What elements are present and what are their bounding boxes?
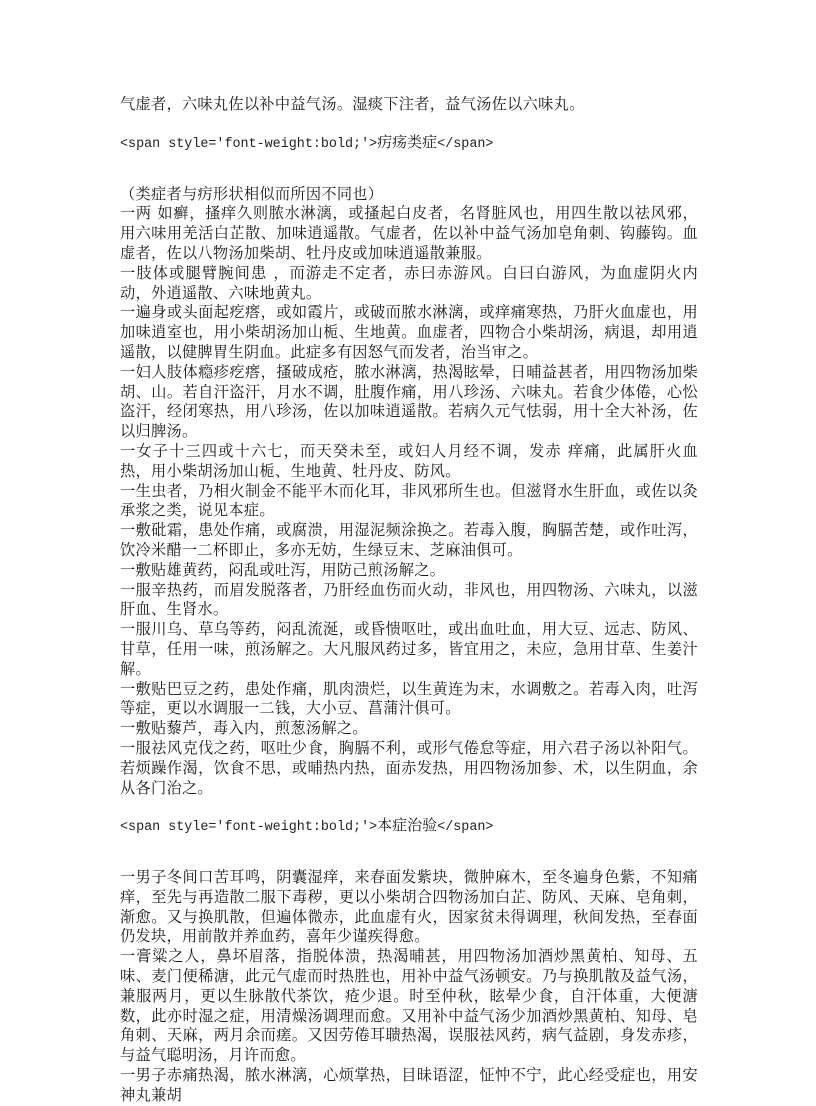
markup-close-tag: </span> — [437, 820, 494, 836]
paragraph: 一男子冬间口苦耳鸣，阴囊湿痒，来春面发紫块，微肿麻木，至冬遍身色紫，不知痛痒，至先与再造散二服下毒秽，更以小柴胡合四物汤加白芷、防风、天麻、皂角刺，渐愈。又与换肌散，但遍体微赤，此血虚有火，因家贫未得调理，秋间发热，至春面仍发块，用前散并养血药，喜年少谨疾得愈。 — [120, 868, 698, 946]
paragraph: 一妇人肢体瘾疹疙瘩，搔破成疮，脓水淋漓，热渴眩晕，日晡益甚者，用四物汤加柴胡、山。若自汗盗汗，月水不调，肚腹作痛，用八珍汤、六味丸。若食少体倦，心忪盗汗，经闭寒热，用八珍汤，佐以加味逍遥散。若病久元气怯弱，用十全大补汤，佐以归脾汤。 — [120, 362, 698, 441]
paragraph: 一生虫者，乃相火制金不能平木而化耳，非风邪所生也。但滋肾水生肝血，或佐以灸承浆之类，说见本症。 — [120, 481, 698, 520]
spacer — [120, 838, 698, 868]
spacer — [120, 115, 698, 133]
paragraph: 一服祛风克伐之药，呕吐少食，胸膈不利，或形气倦怠等症，用六君子汤以补阳气。若烦躁作渴，饮食不思，或晡热内热，面赤发热，用四物汤加参、术，以生阴血，余从各门治之。 — [120, 738, 698, 797]
markup-close-tag: </span> — [437, 136, 494, 152]
section-heading-text: 疠疡类症 — [377, 132, 438, 151]
paragraph: 一敷贴巴豆之药，患处作痛，肌肉溃烂，以生黄连为末，水调敷之。若毒入肉，吐泻等症，更以水调服一二钱，大小豆、菖蒲汁俱可。 — [120, 679, 698, 718]
paragraph: 一遍身或头面起疙瘩，或如霞片，或破而脓水淋漓，或痒痛寒热，乃肝火血虚也，用加味逍室也，用小柴胡汤加山栀、生地黄。血虚者，四物合小柴胡汤，病退，却用逍遥散，以健脾胃生阴血。此症多有因怒气而发者，治当审之。 — [120, 303, 698, 361]
paragraph: 一敷贴藜芦，毒入内，煎葱汤解之。 — [120, 719, 368, 738]
paragraph: 一女子十三四或十六七，而天癸未至，或妇人月经不调，发赤 痒痛，此属肝火血热，用小柴胡汤加山栀、生地黄、牡丹皮、防风。 — [120, 441, 698, 480]
paragraph: 一服川乌、草乌等药，闷乱流涎，或昏愦呕吐，或出血吐血，用大豆、远志、防风、甘草，任用一味，煎汤解之。大凡服风药过多，皆宜用之，未应，急用甘草、生姜汁解。 — [120, 620, 698, 678]
markup-open-tag: <span style='font-weight:bold;'> — [120, 820, 378, 836]
paragraph: 一两 如癣，搔痒久则脓水淋漓，或搔起白皮者，名肾脏风也，用四生散以祛风邪，用六味用羌活白芷散、加味逍遥散。气虚者，佐以补中益气汤加皂角刺、钩藤钩。血虚者，佐以八物汤加柴胡、牡丹皮或加味逍遥散兼服。 — [120, 204, 698, 262]
section-note: （类症者与疠形状相似而所因不同也） — [120, 184, 384, 203]
spacer — [120, 155, 698, 185]
section-heading-raw-markup — [120, 133, 698, 155]
paragraph: 一服辛热药，而眉发脱落者，乃肝经血伤而火动，非风也，用四物汤、六味丸，以滋肝血、生肾水。 — [120, 580, 698, 619]
spacer — [120, 798, 698, 816]
section-heading-text: 本症治验 — [377, 816, 438, 835]
markup-open-tag: <span style='font-weight:bold;'> — [120, 136, 378, 152]
paragraph: 一男子赤痛热渴，脓水淋漓，心烦掌热，目昧语涩，怔忡不宁，此心经受症也，用安神丸兼胡 — [120, 1066, 698, 1104]
section-heading-raw-markup — [120, 816, 698, 838]
paragraph: 一肢体或腿臂腕间患 ，而游走不定者，赤曰赤游风。白曰白游风，为血虚阴火内动，外逍遥散、六味地黄丸。 — [120, 263, 698, 302]
paragraph: 一敷贴雄黄药，闷乱或吐泻，用防己煎汤解之。 — [120, 560, 446, 579]
document-page — [120, 95, 698, 1106]
intro-paragraph: 气虚者，六味丸佐以补中益气汤。湿痰下注者，益气汤佐以六味丸。 — [120, 95, 585, 113]
paragraph: 一敷砒霜，患处作痛，或腐溃，用湿泥频涂换之。若毒入腹，胸膈苦楚，或作吐泻，饮冷米醋一二杯即止，多亦无妨，生绿豆末、芝麻油俱可。 — [120, 521, 698, 559]
paragraph: 一膏粱之人，鼻坏眉落，指脱体溃，热渴晡甚，用四物汤加酒炒黑黄柏、知母、五味、麦门便稀溏，此元气虚而时热胜也，用补中益气汤顿安。乃与换肌散及益气汤，兼服两月，更以生脉散代茶饮，疮少退。时至仲秋，眩晕少食，自汗体重，大便溏数，此亦时湿之症，用清燥汤调理而愈。又用补中益气汤少加酒炒黑黄柏、知母、皂角刺、天麻，两月余而瘥。又因劳倦耳聩热渴，误服祛风药，病气益剧，身发赤疹，与益气聪明汤，月许而愈。 — [120, 947, 698, 1065]
